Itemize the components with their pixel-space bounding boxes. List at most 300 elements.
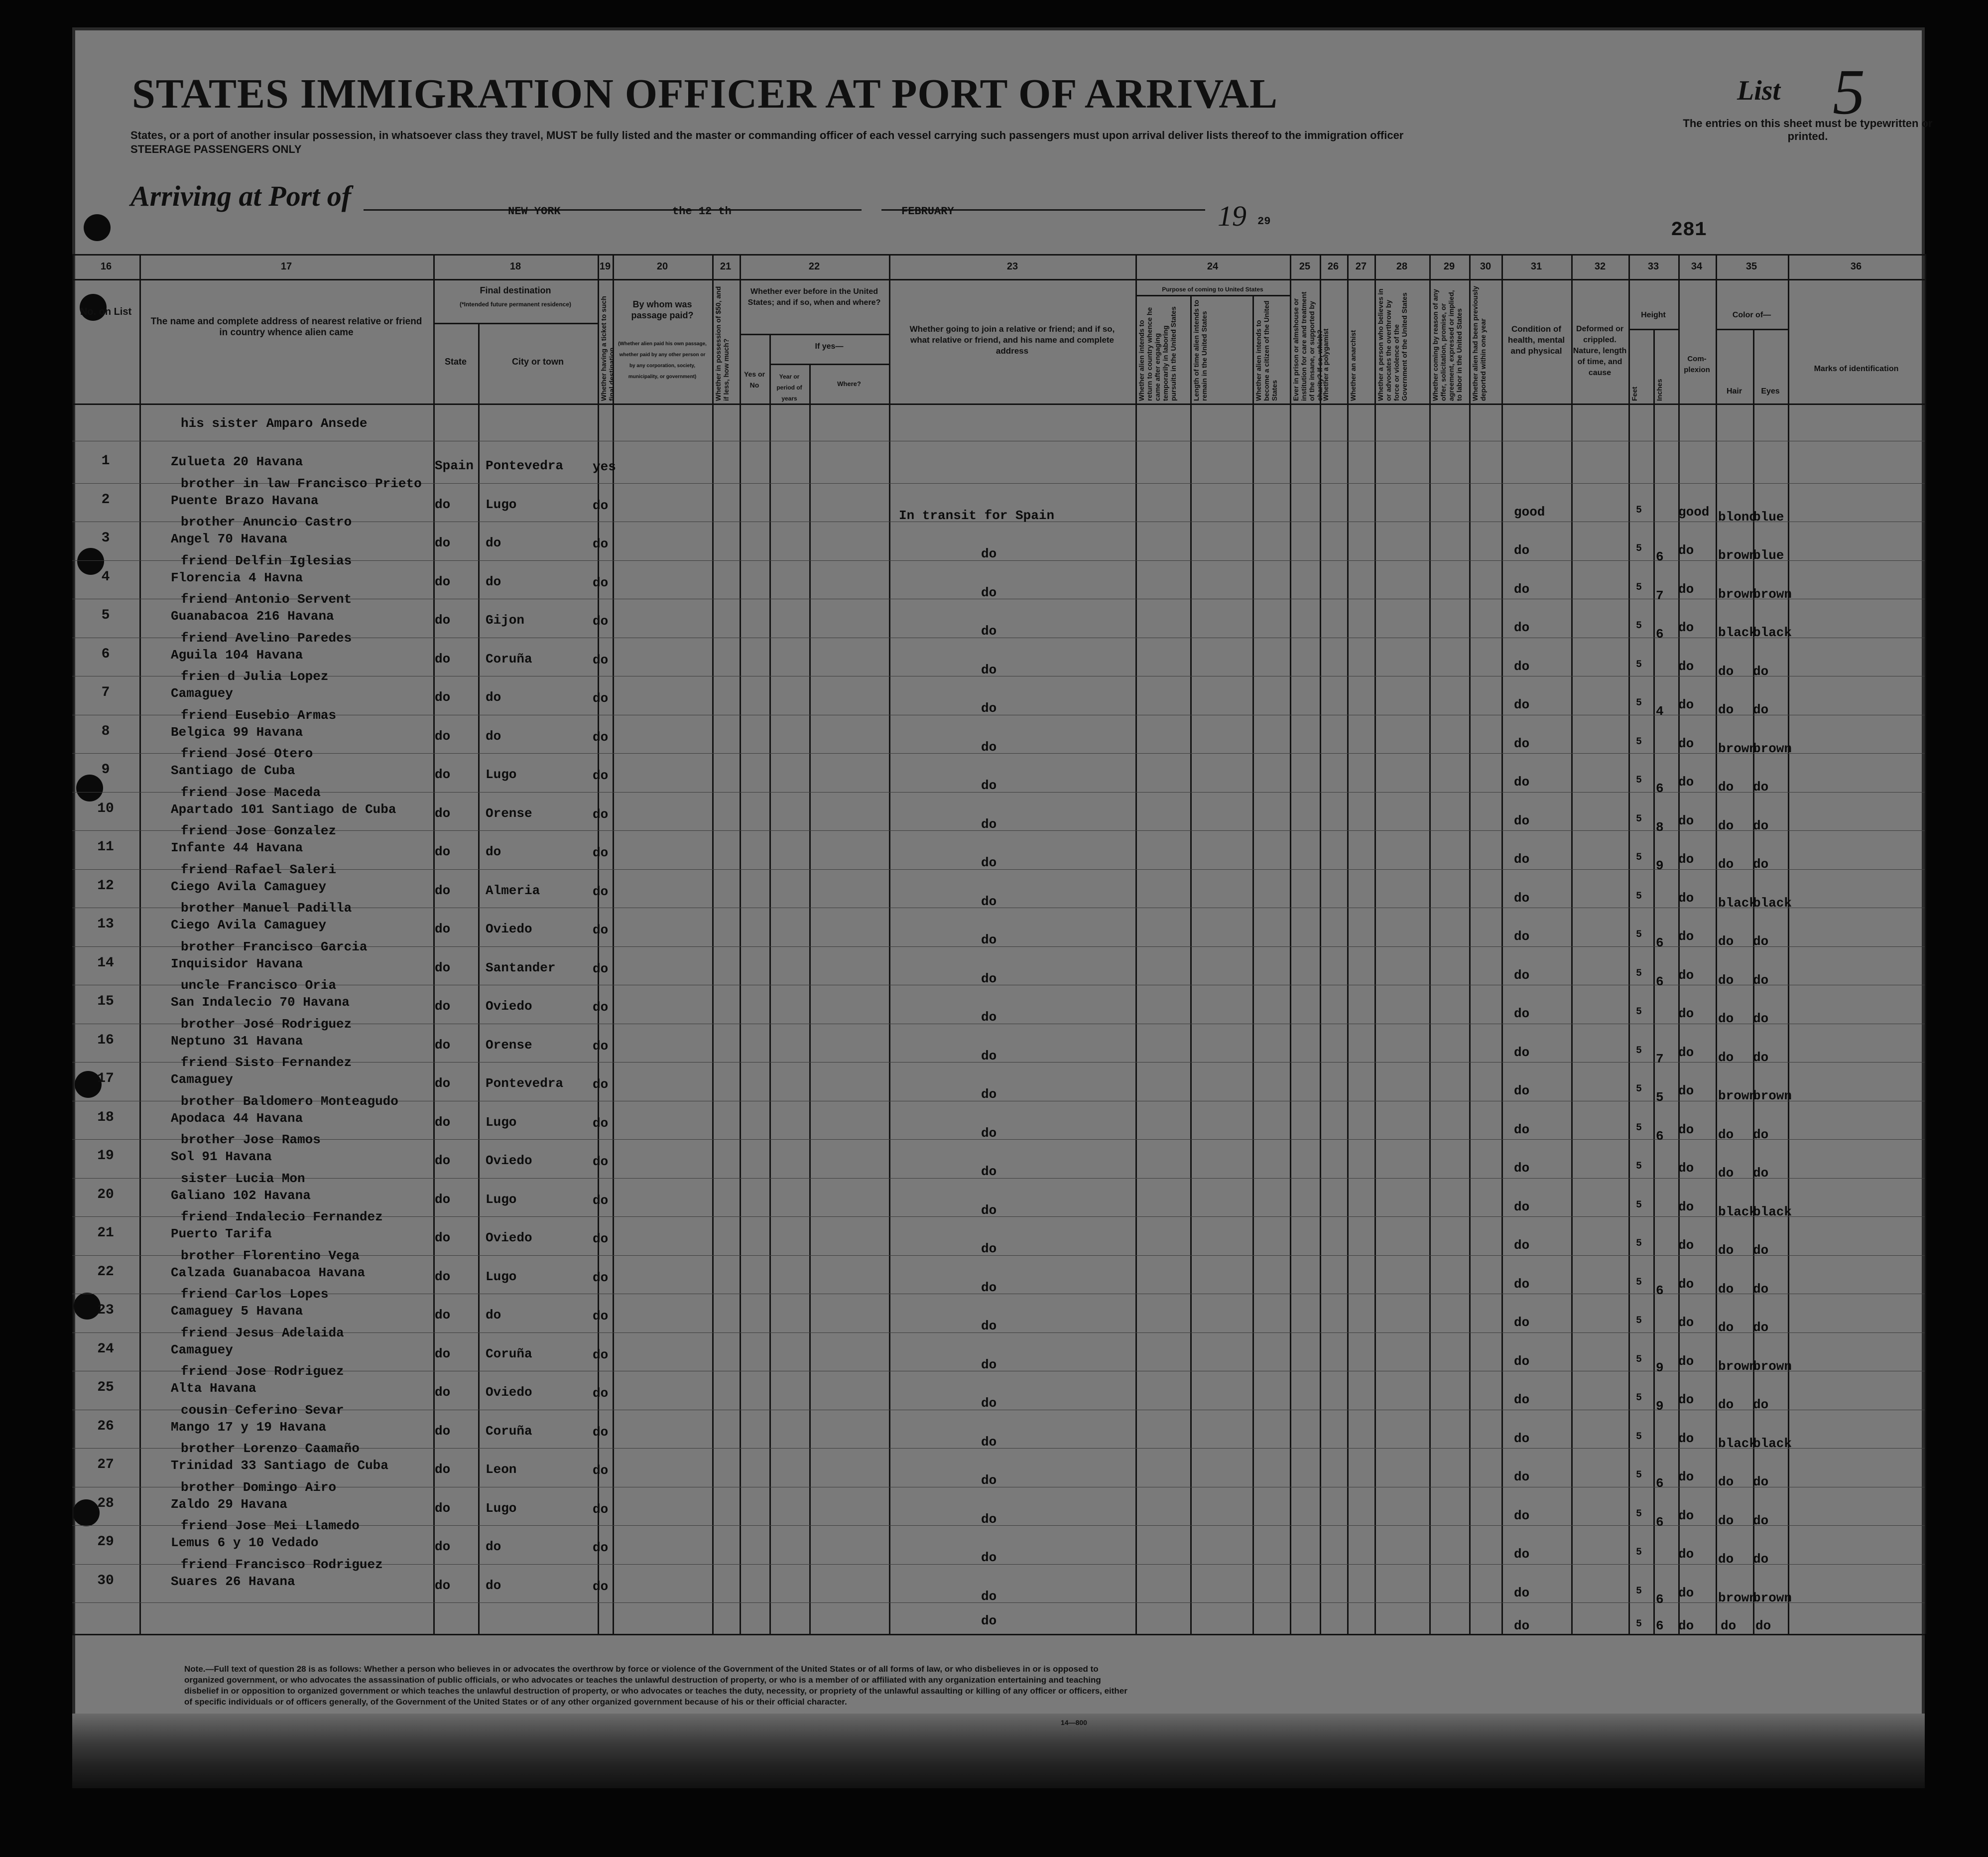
health-condition: do bbox=[1514, 967, 1530, 983]
header-ticket: Whether having a ticket to such final destination bbox=[600, 296, 616, 401]
complexion: do bbox=[1678, 1508, 1694, 1523]
height-inches: 9 bbox=[1656, 1399, 1664, 1414]
complexion: do bbox=[1678, 1199, 1694, 1214]
height-inches: 7 bbox=[1656, 1051, 1664, 1066]
page-number: 281 bbox=[1671, 219, 1707, 242]
relative-address: Zaldo 29 Havana bbox=[171, 1496, 288, 1512]
height-feet: 5 bbox=[1636, 543, 1642, 554]
hair-color: brown bbox=[1718, 1590, 1757, 1605]
ticket-to-destination: do bbox=[593, 729, 609, 745]
header-bottom-rule bbox=[72, 403, 1925, 405]
complexion: do bbox=[1678, 813, 1694, 828]
eye-color: do bbox=[1755, 1618, 1771, 1633]
destination-state: do bbox=[435, 535, 451, 550]
row-number: 15 bbox=[97, 994, 114, 1009]
height-inches: 6 bbox=[1656, 1128, 1664, 1144]
destination-state: do bbox=[435, 805, 451, 821]
column-rule bbox=[1429, 254, 1431, 1634]
column-number: 25 bbox=[1299, 261, 1311, 272]
destination-city: Lugo bbox=[486, 497, 517, 512]
relative-name: friend Avelino Paredes bbox=[181, 630, 352, 646]
column-number: 27 bbox=[1355, 261, 1367, 272]
relative-name: friend Rafael Saleri bbox=[181, 862, 337, 877]
column-rule bbox=[1320, 254, 1321, 1634]
eye-color: black bbox=[1753, 1204, 1792, 1219]
height-feet: 5 bbox=[1636, 813, 1642, 825]
height-feet: 5 bbox=[1636, 1315, 1642, 1326]
hair-color: do bbox=[1718, 1050, 1734, 1065]
header-purpose: Purpose of coming to United States bbox=[1162, 286, 1263, 293]
row-ruling bbox=[72, 830, 1925, 831]
joining-relative: do bbox=[981, 1319, 997, 1333]
dest-split bbox=[478, 323, 480, 1634]
complexion: do bbox=[1678, 1122, 1694, 1137]
relative-name: friend Antonio Servent bbox=[181, 592, 352, 607]
column-rule bbox=[1374, 254, 1376, 1634]
relative-name: friend Carlos Lopes bbox=[181, 1287, 329, 1302]
column-rule bbox=[1290, 254, 1291, 1634]
destination-state: do bbox=[435, 1153, 451, 1168]
joining-relative: do bbox=[981, 1473, 997, 1488]
ticket-to-destination: do bbox=[593, 575, 609, 590]
joining-relative: do bbox=[981, 1164, 997, 1179]
header-passage-paid: By whom was passage paid? bbox=[631, 299, 694, 320]
row-number: 7 bbox=[101, 685, 110, 700]
row-number: 5 bbox=[101, 608, 110, 623]
ticket-to-destination: yes bbox=[593, 459, 616, 474]
height-inches: 9 bbox=[1656, 1360, 1664, 1375]
eye-color: do bbox=[1753, 1474, 1769, 1489]
relative-address: Florencia 4 Havna bbox=[171, 570, 303, 585]
ticket-to-destination: do bbox=[593, 1000, 609, 1015]
column-number: 16 bbox=[100, 261, 112, 272]
relative-name: brother Baldomero Monteagudo bbox=[181, 1093, 398, 1109]
eye-color: black bbox=[1753, 1436, 1792, 1451]
eye-color: do bbox=[1753, 972, 1769, 988]
column-number: 22 bbox=[808, 261, 820, 272]
complexion: do bbox=[1678, 1618, 1694, 1633]
relative-name: friend Francisco Rodriguez bbox=[181, 1557, 383, 1572]
destination-state: do bbox=[435, 1230, 451, 1245]
destination-city: Santander bbox=[486, 960, 556, 975]
health-condition: do bbox=[1514, 1199, 1530, 1214]
header-deported: Whether alien had been previously deported within one year bbox=[1471, 285, 1487, 401]
hair-color: do bbox=[1718, 1474, 1734, 1489]
destination-state: do bbox=[435, 690, 451, 705]
destination-city: do bbox=[486, 535, 501, 550]
height-feet: 5 bbox=[1636, 852, 1642, 863]
health-condition: good bbox=[1514, 504, 1545, 520]
row-number: 9 bbox=[101, 762, 110, 778]
destination-state: do bbox=[435, 922, 451, 936]
eye-color: do bbox=[1753, 1011, 1769, 1026]
health-condition: do bbox=[1514, 1276, 1530, 1292]
complexion: do bbox=[1678, 543, 1694, 558]
joining-relative: do bbox=[981, 1125, 997, 1141]
destination-state: do bbox=[435, 1346, 451, 1361]
height-feet: 5 bbox=[1636, 697, 1642, 709]
hair-color: do bbox=[1718, 1397, 1734, 1412]
header-height: Height bbox=[1641, 311, 1666, 319]
relative-address: Camaguey bbox=[171, 686, 233, 701]
purpose-split bbox=[1190, 295, 1192, 1634]
ticket-to-destination: do bbox=[593, 1540, 609, 1555]
port-underline bbox=[364, 209, 862, 211]
table-left-rule bbox=[72, 254, 74, 1634]
row-number: 6 bbox=[101, 646, 110, 662]
eye-color: do bbox=[1753, 1127, 1769, 1142]
destination-city: Lugo bbox=[486, 1114, 517, 1130]
port-name: NEW YORK bbox=[508, 205, 561, 218]
relative-address: Camaguey 5 Havana bbox=[171, 1304, 303, 1319]
eye-color: brown bbox=[1753, 1590, 1792, 1605]
hair-color: do bbox=[1718, 702, 1734, 717]
height-inches: 6 bbox=[1656, 549, 1664, 564]
height-inches: 6 bbox=[1656, 1476, 1664, 1491]
complexion: do bbox=[1678, 1585, 1694, 1600]
relative-address: Inquisidor Havana bbox=[171, 956, 303, 971]
eye-color: do bbox=[1753, 1552, 1769, 1567]
destination-state: do bbox=[435, 1539, 451, 1554]
binder-hole bbox=[84, 214, 111, 241]
hair-color: black bbox=[1718, 1204, 1757, 1219]
height-feet: 5 bbox=[1636, 1469, 1642, 1481]
complexion: do bbox=[1678, 1315, 1694, 1330]
destination-state: do bbox=[435, 1269, 451, 1284]
health-condition: do bbox=[1514, 775, 1530, 790]
joining-relative: do bbox=[981, 1048, 997, 1063]
height-feet: 5 bbox=[1636, 620, 1642, 632]
row-number: 17 bbox=[97, 1071, 114, 1086]
height-inches: 6 bbox=[1656, 935, 1664, 950]
arrival-year: 29 bbox=[1257, 215, 1271, 228]
height-inches: 6 bbox=[1656, 627, 1664, 642]
destination-state: do bbox=[435, 1462, 451, 1477]
relative-name: friend Eusebio Armas bbox=[181, 707, 337, 723]
destination-state: do bbox=[435, 1385, 451, 1400]
row-number: 10 bbox=[97, 800, 114, 816]
height-feet: 5 bbox=[1636, 1122, 1642, 1134]
hair-color: do bbox=[1718, 1011, 1734, 1026]
color-subrule bbox=[1716, 329, 1788, 330]
header-if-yes: If yes— bbox=[815, 342, 844, 351]
form-title: STATES IMMIGRATION OFFICER AT PORT OF ARRIVAL bbox=[132, 71, 1278, 117]
ticket-to-destination: do bbox=[593, 884, 609, 899]
destination-city: Oviedo bbox=[486, 1385, 532, 1400]
complexion: do bbox=[1678, 967, 1694, 983]
row-number: 30 bbox=[97, 1573, 114, 1589]
hair-color: do bbox=[1718, 934, 1734, 949]
health-condition: do bbox=[1514, 1315, 1530, 1330]
joining-relative: do bbox=[981, 855, 997, 870]
destination-state: do bbox=[435, 883, 451, 898]
destination-state: do bbox=[435, 767, 451, 782]
column-number: 32 bbox=[1594, 261, 1606, 272]
relative-address: Santiago de Cuba bbox=[171, 763, 295, 778]
health-condition: do bbox=[1514, 1585, 1530, 1600]
joining-relative: do bbox=[981, 1357, 997, 1372]
hair-color: do bbox=[1718, 663, 1734, 679]
row-number: 8 bbox=[101, 723, 110, 739]
height-feet: 5 bbox=[1636, 1547, 1642, 1558]
destination-city: Oviedo bbox=[486, 1153, 532, 1168]
header-years: Year or period of years bbox=[776, 373, 802, 402]
joining-relative: do bbox=[981, 1280, 997, 1295]
height-feet: 5 bbox=[1636, 581, 1642, 593]
column-number: 28 bbox=[1396, 261, 1408, 272]
destination-city: do bbox=[486, 574, 501, 589]
health-condition: do bbox=[1514, 890, 1530, 906]
column-number: 23 bbox=[1006, 261, 1018, 272]
eye-color: do bbox=[1753, 934, 1769, 949]
destination-state: do bbox=[435, 651, 451, 666]
joining-relative: do bbox=[981, 1613, 997, 1628]
height-inches: 7 bbox=[1656, 588, 1664, 603]
destination-state: do bbox=[435, 960, 451, 975]
row-number: 2 bbox=[101, 492, 110, 508]
height-inches: 4 bbox=[1656, 704, 1664, 719]
header-hair: Hair bbox=[1726, 387, 1742, 396]
ifyes-split bbox=[809, 364, 811, 1634]
hair-color: do bbox=[1718, 1166, 1734, 1181]
height-feet: 5 bbox=[1636, 504, 1642, 516]
relative-name: friend Indalecio Fernandez bbox=[181, 1209, 383, 1224]
joining-relative: do bbox=[981, 1589, 997, 1604]
health-condition: do bbox=[1514, 1618, 1530, 1633]
eye-color: do bbox=[1753, 1320, 1769, 1335]
header-anarchist: Whether an anarchist bbox=[1349, 330, 1357, 401]
row-number: 27 bbox=[97, 1457, 114, 1472]
column-number: 30 bbox=[1480, 261, 1491, 272]
complexion: do bbox=[1678, 1392, 1694, 1407]
height-feet: 5 bbox=[1636, 1431, 1642, 1443]
destination-state: do bbox=[435, 844, 451, 859]
eye-color: do bbox=[1753, 1281, 1769, 1297]
relative-name: friend Jose Gonzalez bbox=[181, 823, 337, 838]
relative-address: Belgica 99 Havana bbox=[171, 724, 303, 740]
health-condition: do bbox=[1514, 1083, 1530, 1098]
complexion: do bbox=[1678, 581, 1694, 597]
column-number: 33 bbox=[1647, 261, 1659, 272]
joining-relative: do bbox=[981, 701, 997, 716]
joining-relative: do bbox=[981, 624, 997, 639]
dest-subrule bbox=[433, 323, 598, 324]
ticket-to-destination: do bbox=[593, 1115, 609, 1131]
footnote: Note.—Full text of question 28 is as follows: Whether a person who believes in or advocates the overthrow by force or violence of the Government of the United States or of all forms of law, or who disbelieves in or is opposed to organized government, or who advocates the assassination of public officials, or who advocates or teaches the unlawful destruction of property, or who is a member of or affiliated with any organization entertaining and teaching disbelief in or opposition to organized government or which teaches the unlawful destruction of property, or who advocates or teaches the duty, necessity, or propriety of the unlawful assaulting or killing of any officer or officers, either of specific individuals or of officers generally, of the Government of the United States or of any other organized government because of his or their official character. bbox=[184, 1664, 1127, 1707]
manifest-table bbox=[72, 254, 1925, 1634]
eye-color: brown bbox=[1753, 1088, 1792, 1103]
relative-name: brother Manuel Padilla bbox=[181, 901, 352, 916]
height-inches: 6 bbox=[1656, 1618, 1664, 1633]
eye-color: do bbox=[1753, 1243, 1769, 1258]
row-number: 28 bbox=[97, 1495, 114, 1511]
relative-address: Galiano 102 Havana bbox=[171, 1188, 311, 1203]
ticket-to-destination: do bbox=[593, 1309, 609, 1324]
header-joining: Whether going to join a relative or friend; and if so, what relative or friend, and his name and complete address bbox=[909, 324, 1115, 356]
health-condition: do bbox=[1514, 659, 1530, 674]
header-prison: Ever in prison or almshouse or institution for care and treatment of the insane, or supported by charity? If so, which? bbox=[1292, 291, 1324, 401]
list-label: List bbox=[1737, 75, 1781, 106]
column-rule bbox=[1788, 254, 1789, 1634]
joining-relative: do bbox=[981, 1010, 997, 1025]
purpose-subrule bbox=[1135, 295, 1290, 296]
health-condition: do bbox=[1514, 1353, 1530, 1369]
relative-address: Suares 26 Havana bbox=[171, 1574, 295, 1589]
relative-name: friend José Otero bbox=[181, 746, 313, 761]
destination-city: do bbox=[486, 1308, 501, 1323]
height-feet: 5 bbox=[1636, 967, 1642, 979]
destination-state: do bbox=[435, 1308, 451, 1323]
destination-state: do bbox=[435, 1500, 451, 1516]
ticket-to-destination: do bbox=[593, 1077, 609, 1092]
joining-relative: do bbox=[981, 932, 997, 947]
destination-city: Lugo bbox=[486, 1500, 517, 1516]
health-condition: do bbox=[1514, 1006, 1530, 1021]
relative-name: friend Jose Mei Llamedo bbox=[181, 1518, 360, 1533]
form-number: 14—800 bbox=[1061, 1719, 1087, 1726]
eye-color: do bbox=[1753, 1050, 1769, 1065]
eye-color: do bbox=[1753, 663, 1769, 679]
relative-address: Neptuno 31 Havana bbox=[171, 1033, 303, 1049]
header-state: State bbox=[444, 357, 467, 367]
height-feet: 5 bbox=[1636, 1353, 1642, 1365]
relative-address: Apodaca 44 Havana bbox=[171, 1110, 303, 1126]
row-number: 1 bbox=[101, 453, 110, 469]
sheet-bottom-edge bbox=[72, 1714, 1925, 1788]
row-number: 22 bbox=[97, 1264, 114, 1280]
health-condition: do bbox=[1514, 1547, 1530, 1562]
ticket-to-destination: do bbox=[593, 1501, 609, 1517]
relative-address: Ciego Avila Camaguey bbox=[171, 879, 327, 894]
complexion: good bbox=[1678, 504, 1710, 520]
relative-name: brother Lorenzo Caamaño bbox=[181, 1441, 360, 1456]
hair-color: do bbox=[1718, 1513, 1734, 1528]
column-number: 17 bbox=[280, 261, 292, 272]
relative-address: Zulueta 20 Havana bbox=[171, 454, 303, 469]
destination-city: Lugo bbox=[486, 1192, 517, 1207]
ticket-to-destination: do bbox=[593, 768, 609, 783]
relative-name: friend Delfin Iglesias bbox=[181, 553, 352, 568]
hair-color: do bbox=[1718, 818, 1734, 833]
destination-city: Coruña bbox=[486, 1423, 532, 1439]
height-inches: 6 bbox=[1656, 1514, 1664, 1530]
hair-color: do bbox=[1718, 1552, 1734, 1567]
hair-color: do bbox=[1718, 1243, 1734, 1258]
column-rule bbox=[1469, 254, 1471, 1634]
relative-name: brother Domingo Airo bbox=[181, 1479, 337, 1495]
joining-relative: do bbox=[981, 1087, 997, 1102]
header-money: Whether in possession of $50, and if less, how much? bbox=[714, 286, 730, 401]
list-number: 5 bbox=[1833, 56, 1865, 128]
height-feet: 5 bbox=[1636, 1199, 1642, 1211]
eye-color: do bbox=[1753, 1513, 1769, 1528]
column-number: 20 bbox=[656, 261, 668, 272]
row-number: 24 bbox=[97, 1341, 114, 1357]
column-number: 19 bbox=[599, 261, 611, 272]
row-number: 16 bbox=[97, 1032, 114, 1048]
table-top-rule bbox=[72, 254, 1925, 256]
destination-state: do bbox=[435, 1114, 451, 1130]
header-complexion: Com-plexion bbox=[1684, 355, 1710, 374]
health-condition: do bbox=[1514, 1122, 1530, 1137]
column-rule bbox=[1628, 254, 1630, 1634]
height-feet: 5 bbox=[1636, 1238, 1642, 1249]
header-deformed: Deformed or crippled. Nature, length of time, and cause bbox=[1573, 325, 1627, 377]
relative-name: brother Florentino Vega bbox=[181, 1248, 360, 1263]
relative-address: Angel 70 Havana bbox=[171, 531, 288, 546]
relative-address: Guanabacoa 216 Havana bbox=[171, 609, 334, 624]
destination-city: Almeria bbox=[486, 883, 540, 898]
row-number: 26 bbox=[97, 1418, 114, 1434]
height-inches: 5 bbox=[1656, 1090, 1664, 1105]
complexion: do bbox=[1678, 697, 1694, 712]
health-condition: do bbox=[1514, 620, 1530, 635]
row-ruling bbox=[72, 1139, 1925, 1140]
row-ruling bbox=[72, 753, 1925, 754]
health-condition: do bbox=[1514, 929, 1530, 944]
relative-address: Puente Brazo Havana bbox=[171, 493, 319, 508]
hair-color: brown bbox=[1718, 741, 1757, 756]
header-final-destination: Final destination bbox=[480, 285, 551, 295]
hair-color: do bbox=[1721, 1618, 1737, 1633]
destination-city: do bbox=[486, 690, 501, 705]
relative-name: friend Jesus Adelaida bbox=[181, 1325, 344, 1340]
health-condition: do bbox=[1514, 1392, 1530, 1407]
destination-city: do bbox=[486, 844, 501, 859]
joining-relative: do bbox=[981, 778, 997, 793]
destination-state: do bbox=[435, 999, 451, 1014]
hair-color: do bbox=[1718, 1320, 1734, 1335]
hair-color: black bbox=[1718, 625, 1757, 640]
eye-color: do bbox=[1753, 1166, 1769, 1181]
joining-relative: do bbox=[981, 739, 997, 755]
row-number: 20 bbox=[97, 1187, 114, 1202]
height-inches: 6 bbox=[1656, 781, 1664, 796]
complexion: do bbox=[1678, 1547, 1694, 1562]
complexion: do bbox=[1678, 1469, 1694, 1484]
column-number: 24 bbox=[1207, 261, 1219, 272]
header-eyes: Eyes bbox=[1761, 387, 1780, 396]
ticket-to-destination: do bbox=[593, 845, 609, 860]
arriving-label: Arriving at Port of bbox=[130, 180, 352, 212]
arrival-day: the 12 th bbox=[672, 205, 732, 218]
row-number: 13 bbox=[97, 917, 114, 932]
relative-address: Apartado 101 Santiago de Cuba bbox=[171, 801, 396, 817]
header-marks: Marks of identification bbox=[1814, 365, 1899, 373]
relative-name: sister Lucia Mon bbox=[181, 1171, 305, 1186]
ticket-to-destination: do bbox=[593, 1154, 609, 1169]
header-contract: Whether coming by reason of any offer, solicitation, promise, or agreement, expressed or implied, to labor in the United States bbox=[1431, 289, 1463, 401]
column-rule bbox=[889, 254, 890, 1634]
destination-state: do bbox=[435, 1037, 451, 1053]
joining-relative: do bbox=[981, 1511, 997, 1527]
row-number: 12 bbox=[97, 878, 114, 894]
hair-color: brown bbox=[1718, 1358, 1757, 1374]
complexion: do bbox=[1678, 1161, 1694, 1176]
relative-name: brother Francisco Garcia bbox=[181, 939, 368, 954]
ticket-to-destination: do bbox=[593, 1579, 609, 1594]
header-purpose-return: Whether alien intends to return to country whence he came after engaging temporarily in laboring pursuits in the United States bbox=[1137, 306, 1177, 401]
ticket-to-destination: do bbox=[593, 1463, 609, 1478]
destination-state: do bbox=[435, 574, 451, 589]
relative-name: brother Jose Ramos bbox=[181, 1132, 321, 1147]
column-number: 34 bbox=[1691, 261, 1703, 272]
joining-relative: do bbox=[981, 1202, 997, 1218]
relative-name: brother Anuncio Castro bbox=[181, 515, 352, 530]
ifyes-subrule bbox=[769, 364, 889, 365]
relative-address: Ciego Avila Camaguey bbox=[171, 918, 327, 932]
relative-address: Mango 17 y 19 Havana bbox=[171, 1419, 327, 1435]
